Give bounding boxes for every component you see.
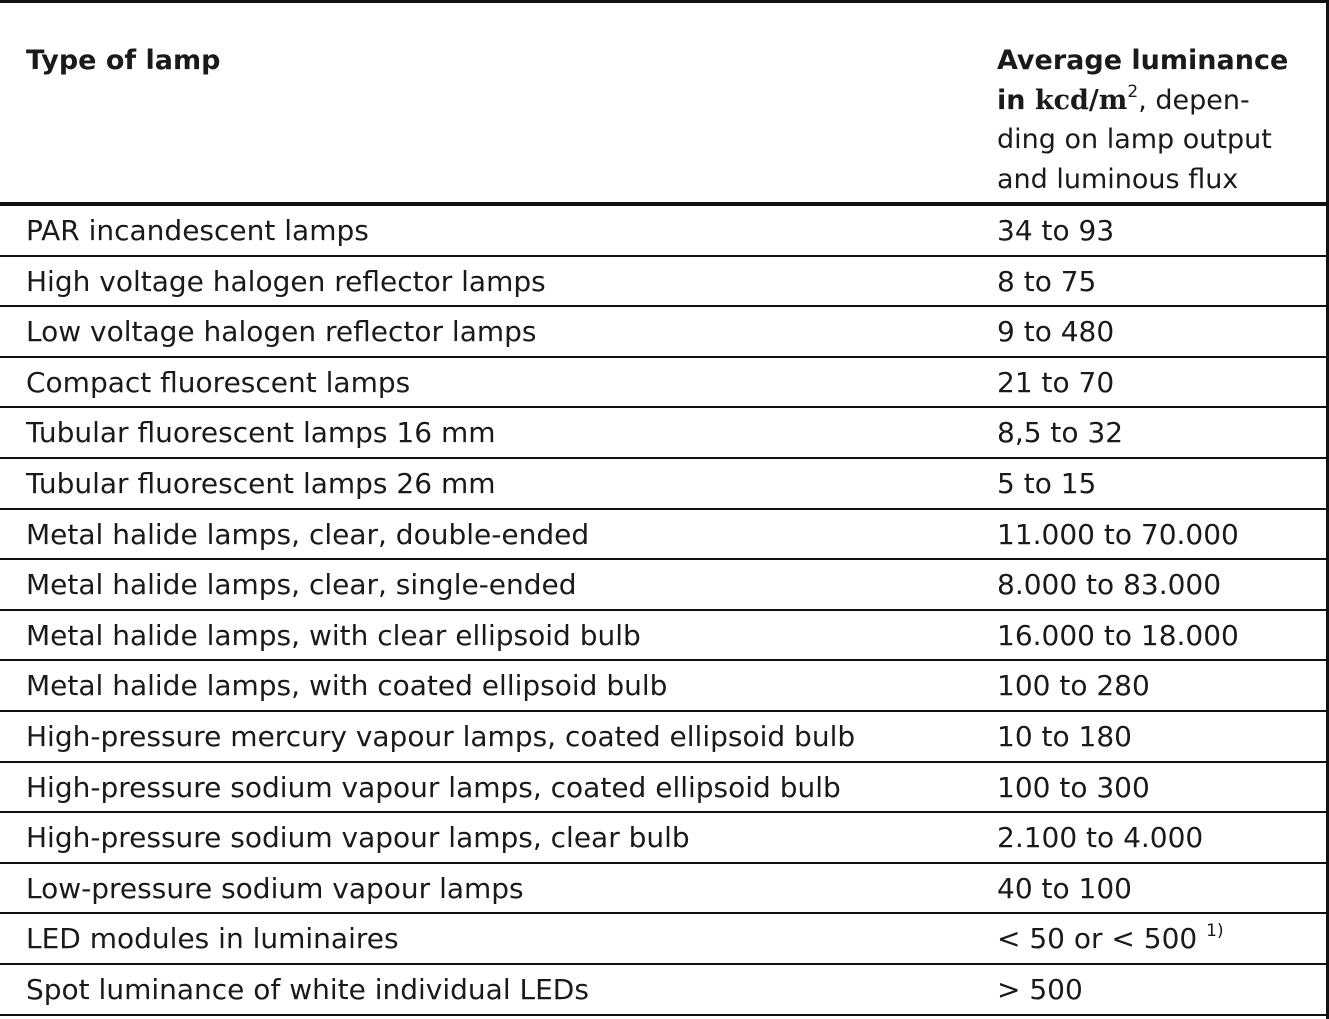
table-row [0,358,1329,409]
lamp-type-cell: High-pressure mercury vapour lamps, coated ellipsoid bulb [26,720,856,753]
luminance-value: 8.000 to 83.000 [997,568,1222,602]
luminance-value: 40 to 100 [997,871,1132,905]
table-row [0,206,1329,257]
luminance-cell [997,920,1224,958]
luminance-cell [997,769,1150,807]
luminance-value: 34 to 93 [997,214,1115,247]
lamp-type-cell: Low-pressure sodium vapour lamps [26,871,524,905]
footnote-marker: 1) [1206,921,1224,942]
table-row [0,459,1329,510]
luminance-cell [997,364,1114,402]
luminance-value: 5 to 15 [997,467,1097,500]
luminance-value: 100 to 300 [997,770,1150,804]
luminance-cell [997,870,1132,908]
luminance-cell [997,465,1096,503]
luminance-cell [997,212,1114,250]
header-unit-text: kcd/m [1034,84,1128,116]
luminance-value: 10 to 180 [997,720,1132,753]
luminance-value: 9 to 480 [997,315,1115,349]
lamp-type-cell: Metal halide lamps, clear, single-ended [26,568,577,602]
header-in-label: in [997,84,1035,116]
table-row [0,257,1329,308]
luminance-cell [997,414,1123,452]
luminance-value: 16.000 to 18.000 [997,618,1239,652]
header-line4: and luminous flux [997,163,1239,195]
luminance-value: 21 to 70 [997,365,1115,399]
luminance-cell [997,718,1132,756]
header-line2-rest: , depen- [1138,84,1250,116]
luminance-cell [997,263,1096,301]
lamp-type-cell: PAR incandescent lamps [26,214,369,247]
luminance-value: 8,5 to 32 [997,416,1124,450]
luminance-cell [997,516,1239,554]
luminance-cell [997,566,1221,604]
table-row [0,611,1329,662]
lamp-type-cell: Metal halide lamps, with clear ellipsoid bulb [26,618,641,652]
luminance-cell [997,313,1114,351]
header-luminance-title: Average luminance [997,45,1289,76]
header-type-of-lamp: Type of lamp [26,45,221,76]
lamp-type-cell: High-pressure sodium vapour lamps, clear bulb [26,821,690,855]
table-row [0,864,1329,915]
table-row [0,408,1329,459]
header-unit-exponent: 2 [1127,81,1139,102]
lamp-type-cell: High-pressure sodium vapour lamps, coated ellipsoid bulb [26,770,841,804]
table-row [0,560,1329,611]
luminance-value: 8 to 75 [997,264,1097,298]
table-header [0,3,1329,203]
lamp-type-cell: LED modules in luminaires [26,922,399,956]
lamp-type-cell: Tubular fluorescent lamps 16 mm [26,416,496,450]
luminance-cell [997,971,1083,1009]
luminance-cell [997,819,1203,857]
luminance-value: 11.000 to 70.000 [997,517,1239,551]
header-unit [1034,81,1139,116]
lamp-type-cell: Spot luminance of white individual LEDs [26,973,589,1006]
lamp-type-cell: Tubular fluorescent lamps 26 mm [26,467,496,500]
lamp-type-cell: High voltage halogen reflector lamps [26,264,546,298]
luminance-value: < 50 or < 500 [997,922,1198,956]
table-row [0,661,1329,712]
table-row [0,813,1329,864]
luminance-cell [997,617,1239,655]
table-row [0,510,1329,561]
table-row [0,763,1329,814]
lamp-type-cell: Compact fluorescent lamps [26,365,411,399]
lamp-type-cell: Low voltage halogen reflector lamps [26,315,537,349]
table-row [0,307,1329,358]
luminance-value: > 500 [997,973,1083,1006]
luminance-value: 100 to 280 [997,669,1150,703]
header-line3: ding on lamp output [997,124,1272,155]
table-row [0,914,1329,965]
lamp-type-cell: Metal halide lamps, with coated ellipsoid bulb [26,669,668,703]
table-row [0,965,1329,1016]
table-row [0,712,1329,763]
lamp-type-cell: Metal halide lamps, clear, double-ended [26,517,590,551]
luminance-cell [997,667,1150,705]
header-average-luminance [997,41,1317,199]
luminance-value: 2.100 to 4.000 [997,821,1204,855]
